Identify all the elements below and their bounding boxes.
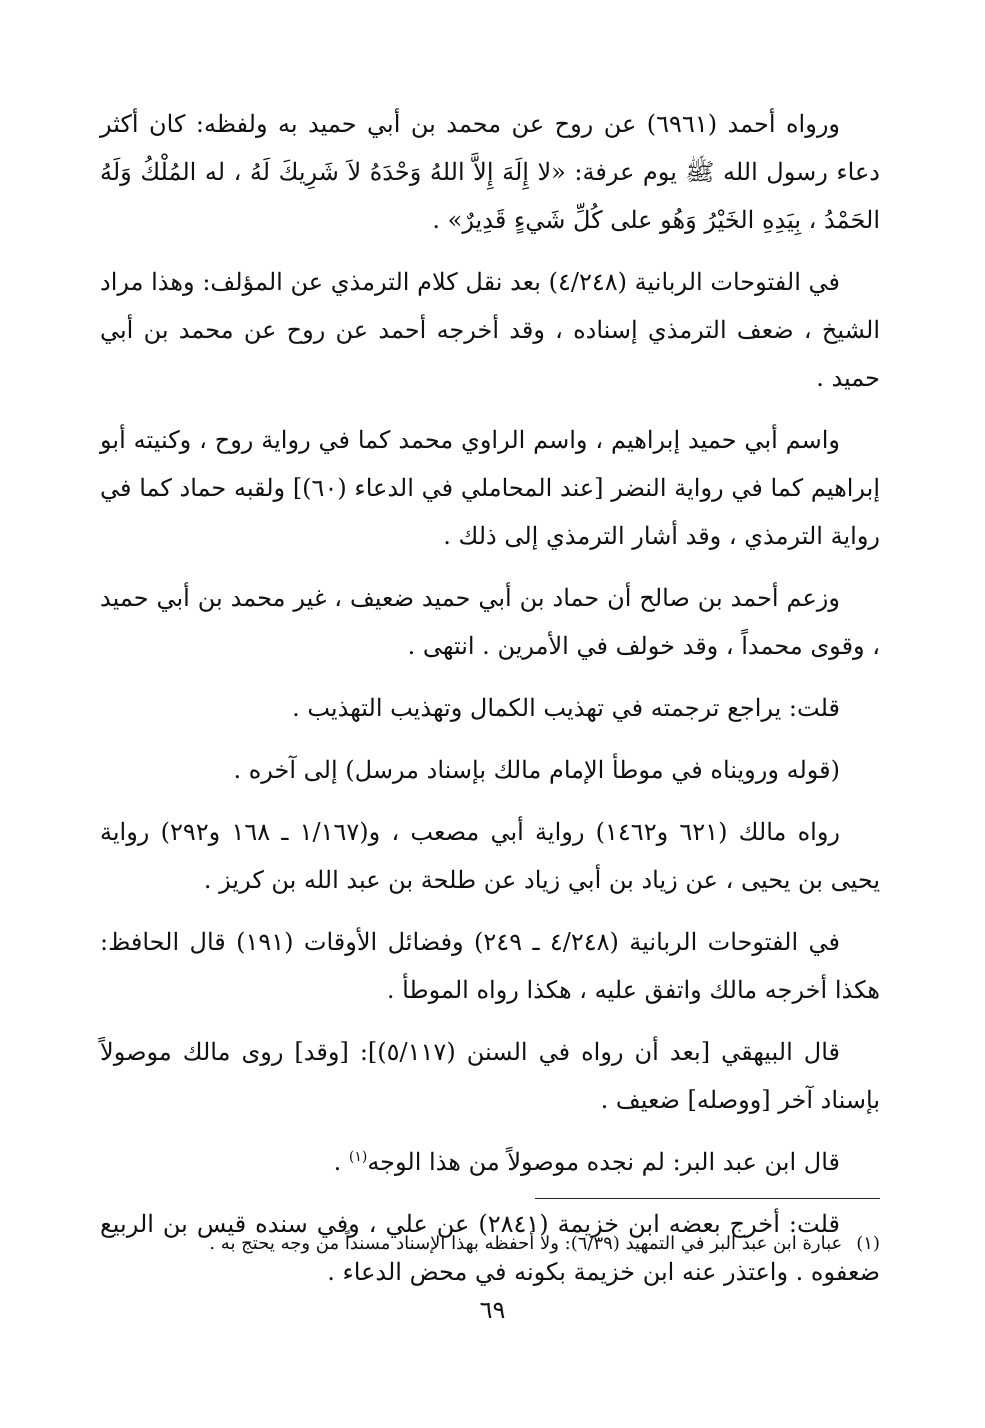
footnote-text: عبارة ابن عبد البر في التمهيد (٦/٣٩): ولا أحفظه بهذا الإسناد مسنداً من وجه يحتج به . <box>209 1233 843 1254</box>
paragraph-ibn-abd-al-barr-text: قال ابن عبد البر: لم نجده موصولاً من هذا الوجه <box>367 1148 840 1176</box>
footnote <box>100 1228 880 1260</box>
paragraph-futuhat-2: في الفتوحات الربانية (٤/٢٤٨ ـ ٢٤٩) وفضائل الأوقات (١٩١) قال الحافظ: هكذا أخرجه مالك واتفق عليه ، هكذا رواه الموطأ . <box>100 928 880 1004</box>
paragraph-bayhaqi: قال البيهقي [بعد أن رواه في السنن (٥/١١٧)]: [وقد] روى مالك موصولاً بإسناد آخر [ووصله] ضعيف . <box>100 1038 880 1114</box>
footnote-marker: (١) <box>348 1149 368 1165</box>
footnote-divider <box>535 1198 880 1199</box>
paragraph-abu-humaid-name: واسم أبي حميد إبراهيم ، واسم الراوي محمد كما في رواية روح ، وكنيته أبو إبراهيم كما في رواية النضر [عند المحاملي في الدعاء (٦٠)] ولقبه حماد كما في رواية الترمذي ، وقد أشار الترمذي إلى ذلك . <box>100 426 880 550</box>
paragraph-qult-tahdhib: قلت: يراجع ترجمته في تهذيب الكمال وتهذيب التهذيب . <box>292 694 840 722</box>
paragraph-ibn-abd-al-barr-end: . <box>333 1148 349 1176</box>
page-number: ٦٩ <box>479 1296 506 1324</box>
footnote-number: (١) <box>856 1233 880 1254</box>
paragraph-muwatta-quote: (قوله ورويناه في موطأ الإمام مالك بإسناد مرسل) إلى آخره . <box>233 756 840 784</box>
paragraph-ahmad-narration: ورواه أحمد (٦٩٦١) عن روح عن محمد بن أبي حميد به ولفظه: كان أكثر دعاء رسول الله ﷺ يوم عرفة: «لا إِلَهَ إِلاَّ اللهُ وَحْدَهُ لاَ شَرِيكَ لَهُ ، له المُلْكُ وَلَهُ الحَمْدُ ، بِيَدِهِ الخَيْرُ وَهُو على كُلِّ شَيءٍ قَدِيرٌ» . <box>100 110 880 234</box>
paragraph-futuhat-1: في الفتوحات الربانية (٤/٢٤٨) بعد نقل كلام الترمذي عن المؤلف: وهذا مراد الشيخ ، ضعف الترمذي إسناده ، وقد أخرجه أحمد عن روح عن محمد بن أبي حميد . <box>100 268 880 392</box>
paragraph-ibn-abd-al-barr <box>100 1138 880 1186</box>
paragraph-ahmad-bin-salih: وزعم أحمد بن صالح أن حماد بن أبي حميد ضعيف ، غير محمد بن أبي حميد ، وقوى محمداً ، وقد خولف في الأمرين . انتهى . <box>100 584 880 660</box>
paragraph-malik-narration: رواه مالك (٦٢١ و١٤٦٢) رواية أبي مصعب ، و(١/١٦٧ ـ ١٦٨ و٢٩٢) رواية يحيى بن يحيى ، عن زياد بن أبي زياد عن طلحة بن عبد الله بن كريز . <box>100 818 880 894</box>
book-page-body <box>100 100 880 1310</box>
paragraph-ibn-khuzaymah: قلت: أخرج بعضه ابن خزيمة (٢٨٤١) عن علي ، وفي سنده قيس بن الربيع ضعفوه . واعتذر عنه ابن خزيمة بكونه في محض الدعاء . <box>100 1210 880 1286</box>
